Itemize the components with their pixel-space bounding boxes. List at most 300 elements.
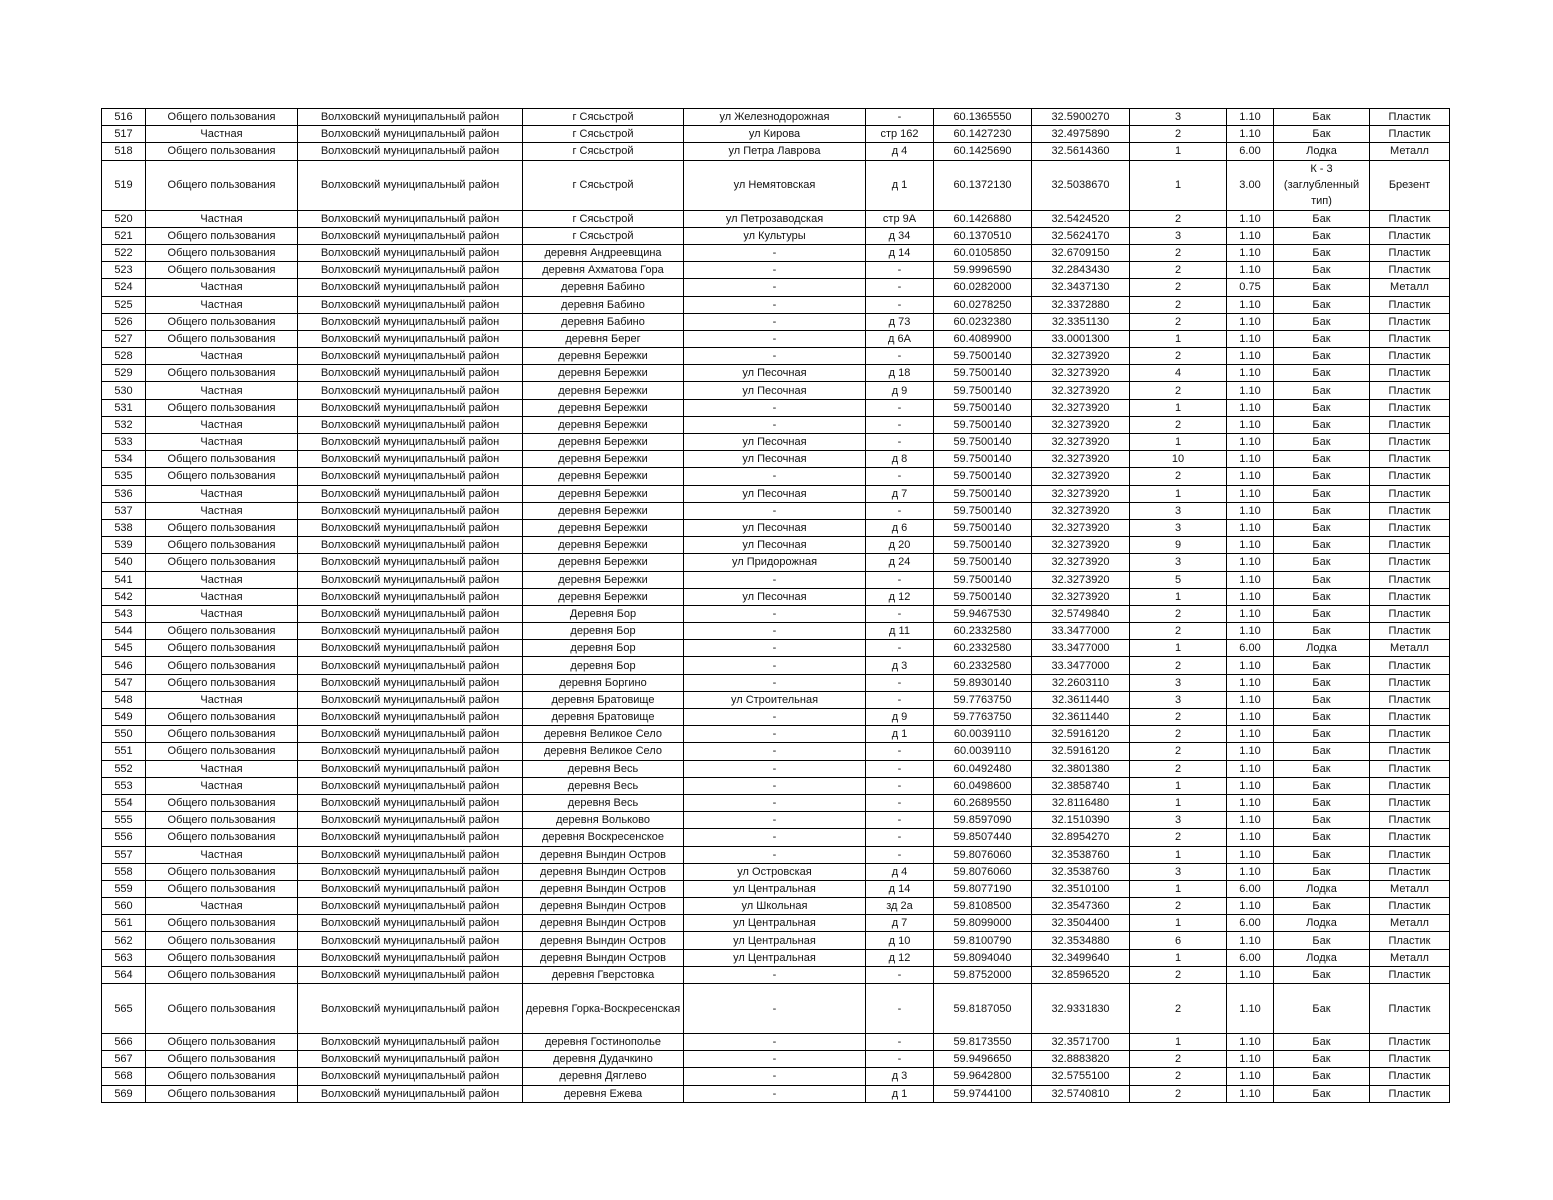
settlement-cell: деревня Бабино — [523, 279, 684, 296]
count-cell: 3 — [1130, 519, 1227, 536]
row-number-cell: 519 — [102, 160, 146, 210]
volume-cell: 1.10 — [1227, 1085, 1274, 1102]
type-cell: Общего пользования — [146, 709, 298, 726]
count-cell: 2 — [1130, 1051, 1227, 1068]
type-cell: Общего пользования — [146, 812, 298, 829]
row-number-cell: 549 — [102, 709, 146, 726]
settlement-cell: деревня Вындин Остров — [523, 863, 684, 880]
latitude-cell: 59.7500140 — [934, 519, 1032, 536]
container-sites-table — [101, 108, 1450, 1103]
row-number-cell: 545 — [102, 640, 146, 657]
type-cell: Общего пользования — [146, 966, 298, 983]
district-cell: Волховский муниципальный район — [298, 605, 523, 622]
row-number-cell: 548 — [102, 691, 146, 708]
street-cell: ул Школьная — [684, 898, 866, 915]
row-number-cell: 559 — [102, 880, 146, 897]
count-cell: 2 — [1130, 279, 1227, 296]
longitude-cell: 32.3504400 — [1032, 915, 1130, 932]
volume-cell: 6.00 — [1227, 640, 1274, 657]
district-cell: Волховский муниципальный район — [298, 812, 523, 829]
material-cell: Металл — [1370, 880, 1450, 897]
district-cell: Волховский муниципальный район — [298, 399, 523, 416]
longitude-cell: 32.1510390 — [1032, 812, 1130, 829]
settlement-cell: г Сясьстрой — [523, 210, 684, 227]
settlement-cell: деревня Бережки — [523, 519, 684, 536]
row-number-cell: 520 — [102, 210, 146, 227]
house-cell: д 6А — [866, 330, 934, 347]
longitude-cell: 32.3547360 — [1032, 898, 1130, 915]
type-cell: Общего пользования — [146, 399, 298, 416]
settlement-cell: деревня Весь — [523, 760, 684, 777]
street-cell: - — [684, 1085, 866, 1102]
count-cell: 3 — [1130, 502, 1227, 519]
row-number-cell: 540 — [102, 554, 146, 571]
district-cell: Волховский муниципальный район — [298, 382, 523, 399]
table-body — [102, 109, 1450, 1103]
count-cell: 2 — [1130, 348, 1227, 365]
row-number-cell: 539 — [102, 537, 146, 554]
settlement-cell: деревня Вольково — [523, 812, 684, 829]
container-type-cell: Бак — [1274, 519, 1370, 536]
row-number-cell: 568 — [102, 1068, 146, 1085]
latitude-cell: 59.7500140 — [934, 554, 1032, 571]
material-cell: Пластик — [1370, 1034, 1450, 1051]
settlement-cell: деревня Бережки — [523, 434, 684, 451]
house-cell: - — [866, 1034, 934, 1051]
count-cell: 3 — [1130, 812, 1227, 829]
settlement-cell: деревня Вындин Остров — [523, 880, 684, 897]
latitude-cell: 60.0282000 — [934, 279, 1032, 296]
house-cell: - — [866, 416, 934, 433]
type-cell: Общего пользования — [146, 657, 298, 674]
container-type-cell: К - 3 (заглубленный тип) — [1274, 160, 1370, 210]
district-cell: Волховский муниципальный район — [298, 588, 523, 605]
type-cell: Частная — [146, 588, 298, 605]
count-cell: 6 — [1130, 932, 1227, 949]
row-number-cell: 544 — [102, 623, 146, 640]
longitude-cell: 33.0001300 — [1032, 330, 1130, 347]
settlement-cell: деревня Братовище — [523, 691, 684, 708]
house-cell: - — [866, 794, 934, 811]
table-row — [102, 966, 1450, 983]
count-cell: 2 — [1130, 126, 1227, 143]
settlement-cell: деревня Бережки — [523, 468, 684, 485]
house-cell: - — [866, 262, 934, 279]
count-cell: 3 — [1130, 691, 1227, 708]
house-cell: д 1 — [866, 1085, 934, 1102]
type-cell: Общего пользования — [146, 726, 298, 743]
count-cell: 2 — [1130, 760, 1227, 777]
longitude-cell: 32.3538760 — [1032, 863, 1130, 880]
volume-cell: 1.10 — [1227, 468, 1274, 485]
container-type-cell: Бак — [1274, 416, 1370, 433]
longitude-cell: 32.3273920 — [1032, 571, 1130, 588]
material-cell: Пластик — [1370, 932, 1450, 949]
material-cell: Пластик — [1370, 726, 1450, 743]
settlement-cell: деревня Бережки — [523, 399, 684, 416]
street-cell: - — [684, 313, 866, 330]
latitude-cell: 59.9996590 — [934, 262, 1032, 279]
count-cell: 1 — [1130, 485, 1227, 502]
type-cell: Общего пользования — [146, 1085, 298, 1102]
latitude-cell: 60.1365550 — [934, 109, 1032, 126]
volume-cell: 1.10 — [1227, 348, 1274, 365]
latitude-cell: 60.2689550 — [934, 794, 1032, 811]
street-cell: ул Песочная — [684, 434, 866, 451]
volume-cell: 1.10 — [1227, 898, 1274, 915]
house-cell: стр 9А — [866, 210, 934, 227]
count-cell: 1 — [1130, 846, 1227, 863]
house-cell: - — [866, 829, 934, 846]
count-cell: 2 — [1130, 898, 1227, 915]
volume-cell: 1.10 — [1227, 674, 1274, 691]
count-cell: 1 — [1130, 777, 1227, 794]
settlement-cell: деревня Ахматова Гора — [523, 262, 684, 279]
district-cell: Волховский муниципальный район — [298, 313, 523, 330]
settlement-cell: деревня Воскресенское — [523, 829, 684, 846]
house-cell: - — [866, 468, 934, 485]
volume-cell: 1.10 — [1227, 262, 1274, 279]
type-cell: Общего пользования — [146, 915, 298, 932]
container-type-cell: Бак — [1274, 468, 1370, 485]
longitude-cell: 32.3273920 — [1032, 588, 1130, 605]
latitude-cell: 59.7500140 — [934, 451, 1032, 468]
container-type-cell: Бак — [1274, 1034, 1370, 1051]
latitude-cell: 59.8173550 — [934, 1034, 1032, 1051]
row-number-cell: 565 — [102, 984, 146, 1034]
street-cell: - — [684, 657, 866, 674]
volume-cell: 1.10 — [1227, 743, 1274, 760]
street-cell: ул Петра Лаврова — [684, 143, 866, 160]
longitude-cell: 32.3801380 — [1032, 760, 1130, 777]
district-cell: Волховский муниципальный район — [298, 502, 523, 519]
longitude-cell: 32.8954270 — [1032, 829, 1130, 846]
volume-cell: 1.10 — [1227, 812, 1274, 829]
container-type-cell: Бак — [1274, 1068, 1370, 1085]
district-cell: Волховский муниципальный район — [298, 674, 523, 691]
table-row — [102, 1068, 1450, 1085]
type-cell: Частная — [146, 502, 298, 519]
material-cell: Пластик — [1370, 571, 1450, 588]
table-row — [102, 434, 1450, 451]
material-cell: Пластик — [1370, 691, 1450, 708]
latitude-cell: 59.9744100 — [934, 1085, 1032, 1102]
container-type-cell: Бак — [1274, 605, 1370, 622]
row-number-cell: 525 — [102, 296, 146, 313]
count-cell: 1 — [1130, 399, 1227, 416]
street-cell: - — [684, 760, 866, 777]
volume-cell: 1.10 — [1227, 399, 1274, 416]
material-cell: Пластик — [1370, 244, 1450, 261]
row-number-cell: 546 — [102, 657, 146, 674]
house-cell: - — [866, 279, 934, 296]
longitude-cell: 32.3273920 — [1032, 434, 1130, 451]
container-type-cell: Бак — [1274, 109, 1370, 126]
house-cell: д 4 — [866, 863, 934, 880]
volume-cell: 1.10 — [1227, 777, 1274, 794]
type-cell: Общего пользования — [146, 984, 298, 1034]
latitude-cell: 60.0039110 — [934, 726, 1032, 743]
longitude-cell: 32.5755100 — [1032, 1068, 1130, 1085]
row-number-cell: 553 — [102, 777, 146, 794]
latitude-cell: 60.4089900 — [934, 330, 1032, 347]
container-type-cell: Бак — [1274, 399, 1370, 416]
material-cell: Пластик — [1370, 966, 1450, 983]
material-cell: Пластик — [1370, 846, 1450, 863]
longitude-cell: 33.3477000 — [1032, 623, 1130, 640]
district-cell: Волховский муниципальный район — [298, 296, 523, 313]
street-cell: ул Песочная — [684, 537, 866, 554]
container-type-cell: Бак — [1274, 846, 1370, 863]
street-cell: ул Песочная — [684, 485, 866, 502]
latitude-cell: 59.7500140 — [934, 382, 1032, 399]
district-cell: Волховский муниципальный район — [298, 365, 523, 382]
district-cell: Волховский муниципальный район — [298, 143, 523, 160]
settlement-cell: деревня Вындин Остров — [523, 898, 684, 915]
district-cell: Волховский муниципальный район — [298, 1051, 523, 1068]
district-cell: Волховский муниципальный район — [298, 1068, 523, 1085]
longitude-cell: 32.3273920 — [1032, 554, 1130, 571]
settlement-cell: деревня Бережки — [523, 485, 684, 502]
volume-cell: 1.10 — [1227, 502, 1274, 519]
row-number-cell: 555 — [102, 812, 146, 829]
street-cell: - — [684, 279, 866, 296]
street-cell: - — [684, 468, 866, 485]
settlement-cell: деревня Бережки — [523, 588, 684, 605]
latitude-cell: 60.0492480 — [934, 760, 1032, 777]
material-cell: Пластик — [1370, 434, 1450, 451]
volume-cell: 1.10 — [1227, 760, 1274, 777]
latitude-cell: 59.7500140 — [934, 348, 1032, 365]
container-type-cell: Бак — [1274, 966, 1370, 983]
longitude-cell: 32.3510100 — [1032, 880, 1130, 897]
type-cell: Общего пользования — [146, 330, 298, 347]
table-row — [102, 863, 1450, 880]
street-cell: ул Песочная — [684, 365, 866, 382]
latitude-cell: 59.8108500 — [934, 898, 1032, 915]
district-cell: Волховский муниципальный район — [298, 863, 523, 880]
row-number-cell: 547 — [102, 674, 146, 691]
street-cell: ул Придорожная — [684, 554, 866, 571]
count-cell: 1 — [1130, 588, 1227, 605]
district-cell: Волховский муниципальный район — [298, 846, 523, 863]
street-cell: ул Петрозаводская — [684, 210, 866, 227]
street-cell: - — [684, 726, 866, 743]
district-cell: Волховский муниципальный район — [298, 109, 523, 126]
volume-cell: 3.00 — [1227, 160, 1274, 210]
settlement-cell: г Сясьстрой — [523, 126, 684, 143]
table-row — [102, 984, 1450, 1034]
latitude-cell: 59.8077190 — [934, 880, 1032, 897]
house-cell: д 10 — [866, 932, 934, 949]
count-cell: 2 — [1130, 244, 1227, 261]
latitude-cell: 59.9467530 — [934, 605, 1032, 622]
volume-cell: 1.10 — [1227, 709, 1274, 726]
longitude-cell: 32.3611440 — [1032, 709, 1130, 726]
street-cell: ул Железнодорожная — [684, 109, 866, 126]
longitude-cell: 32.5614360 — [1032, 143, 1130, 160]
type-cell: Частная — [146, 605, 298, 622]
longitude-cell: 32.3273920 — [1032, 485, 1130, 502]
material-cell: Пластик — [1370, 863, 1450, 880]
material-cell: Пластик — [1370, 210, 1450, 227]
table-row — [102, 743, 1450, 760]
volume-cell: 1.10 — [1227, 588, 1274, 605]
house-cell: д 12 — [866, 588, 934, 605]
longitude-cell: 32.2603110 — [1032, 674, 1130, 691]
longitude-cell: 32.3273920 — [1032, 502, 1130, 519]
volume-cell: 1.10 — [1227, 1051, 1274, 1068]
count-cell: 2 — [1130, 657, 1227, 674]
longitude-cell: 32.3538760 — [1032, 846, 1130, 863]
district-cell: Волховский муниципальный район — [298, 794, 523, 811]
type-cell: Общего пользования — [146, 880, 298, 897]
table-row — [102, 160, 1450, 210]
count-cell: 1 — [1130, 434, 1227, 451]
settlement-cell: деревня Берег — [523, 330, 684, 347]
house-cell: д 18 — [866, 365, 934, 382]
row-number-cell: 536 — [102, 485, 146, 502]
container-type-cell: Бак — [1274, 691, 1370, 708]
material-cell: Пластик — [1370, 829, 1450, 846]
volume-cell: 1.10 — [1227, 365, 1274, 382]
material-cell: Пластик — [1370, 588, 1450, 605]
table-row — [102, 674, 1450, 691]
street-cell: - — [684, 502, 866, 519]
container-type-cell: Бак — [1274, 262, 1370, 279]
count-cell: 2 — [1130, 468, 1227, 485]
settlement-cell: деревня Гверстовка — [523, 966, 684, 983]
count-cell: 3 — [1130, 227, 1227, 244]
longitude-cell: 32.8116480 — [1032, 794, 1130, 811]
material-cell: Пластик — [1370, 1085, 1450, 1102]
container-type-cell: Бак — [1274, 709, 1370, 726]
settlement-cell: деревня Ежева — [523, 1085, 684, 1102]
longitude-cell: 32.3273920 — [1032, 537, 1130, 554]
street-cell: - — [684, 674, 866, 691]
district-cell: Волховский муниципальный район — [298, 554, 523, 571]
district-cell: Волховский муниципальный район — [298, 279, 523, 296]
latitude-cell: 59.8099000 — [934, 915, 1032, 932]
volume-cell: 6.00 — [1227, 949, 1274, 966]
material-cell: Пластик — [1370, 1051, 1450, 1068]
settlement-cell: деревня Вындин Остров — [523, 846, 684, 863]
row-number-cell: 557 — [102, 846, 146, 863]
street-cell: - — [684, 330, 866, 347]
district-cell: Волховский муниципальный район — [298, 949, 523, 966]
house-cell: д 3 — [866, 657, 934, 674]
count-cell: 1 — [1130, 143, 1227, 160]
count-cell: 3 — [1130, 109, 1227, 126]
count-cell: 1 — [1130, 1034, 1227, 1051]
type-cell: Частная — [146, 485, 298, 502]
district-cell: Волховский муниципальный район — [298, 244, 523, 261]
count-cell: 2 — [1130, 743, 1227, 760]
count-cell: 2 — [1130, 262, 1227, 279]
latitude-cell: 59.7500140 — [934, 502, 1032, 519]
house-cell: - — [866, 571, 934, 588]
house-cell: д 12 — [866, 949, 934, 966]
table-row — [102, 519, 1450, 536]
latitude-cell: 59.8597090 — [934, 812, 1032, 829]
container-type-cell: Лодка — [1274, 915, 1370, 932]
container-type-cell: Бак — [1274, 537, 1370, 554]
street-cell: - — [684, 777, 866, 794]
street-cell: - — [684, 623, 866, 640]
settlement-cell: деревня Великое Село — [523, 726, 684, 743]
type-cell: Частная — [146, 416, 298, 433]
settlement-cell: деревня Андреевщина — [523, 244, 684, 261]
volume-cell: 1.10 — [1227, 1034, 1274, 1051]
count-cell: 2 — [1130, 382, 1227, 399]
settlement-cell: деревня Бережки — [523, 348, 684, 365]
material-cell: Металл — [1370, 143, 1450, 160]
district-cell: Волховский муниципальный район — [298, 210, 523, 227]
container-type-cell: Бак — [1274, 812, 1370, 829]
type-cell: Частная — [146, 279, 298, 296]
container-type-cell: Бак — [1274, 777, 1370, 794]
material-cell: Пластик — [1370, 623, 1450, 640]
table-row — [102, 932, 1450, 949]
row-number-cell: 530 — [102, 382, 146, 399]
settlement-cell: деревня Бережки — [523, 416, 684, 433]
table-row — [102, 126, 1450, 143]
district-cell: Волховский муниципальный район — [298, 468, 523, 485]
settlement-cell: деревня Вындин Остров — [523, 915, 684, 932]
house-cell: д 9 — [866, 709, 934, 726]
house-cell: д 7 — [866, 485, 934, 502]
settlement-cell: деревня Бор — [523, 640, 684, 657]
row-number-cell: 563 — [102, 949, 146, 966]
material-cell: Металл — [1370, 279, 1450, 296]
type-cell: Частная — [146, 898, 298, 915]
type-cell: Частная — [146, 126, 298, 143]
street-cell: - — [684, 262, 866, 279]
street-cell: ул Песочная — [684, 519, 866, 536]
street-cell: - — [684, 399, 866, 416]
table-row — [102, 554, 1450, 571]
type-cell: Частная — [146, 846, 298, 863]
table-row — [102, 657, 1450, 674]
district-cell: Волховский муниципальный район — [298, 416, 523, 433]
house-cell: - — [866, 640, 934, 657]
district-cell: Волховский муниципальный район — [298, 657, 523, 674]
settlement-cell: деревня Бор — [523, 623, 684, 640]
table-row — [102, 537, 1450, 554]
row-number-cell: 543 — [102, 605, 146, 622]
table-row — [102, 502, 1450, 519]
type-cell: Общего пользования — [146, 537, 298, 554]
volume-cell: 1.10 — [1227, 657, 1274, 674]
table-row — [102, 399, 1450, 416]
row-number-cell: 531 — [102, 399, 146, 416]
street-cell: - — [684, 846, 866, 863]
material-cell: Пластик — [1370, 485, 1450, 502]
table-row — [102, 262, 1450, 279]
district-cell: Волховский муниципальный район — [298, 984, 523, 1034]
table-row — [102, 365, 1450, 382]
latitude-cell: 60.0039110 — [934, 743, 1032, 760]
longitude-cell: 33.3477000 — [1032, 640, 1130, 657]
volume-cell: 1.10 — [1227, 932, 1274, 949]
house-cell: д 4 — [866, 143, 934, 160]
type-cell: Общего пользования — [146, 554, 298, 571]
street-cell: - — [684, 348, 866, 365]
material-cell: Пластик — [1370, 898, 1450, 915]
table-row — [102, 485, 1450, 502]
row-number-cell: 558 — [102, 863, 146, 880]
material-cell: Брезент — [1370, 160, 1450, 210]
